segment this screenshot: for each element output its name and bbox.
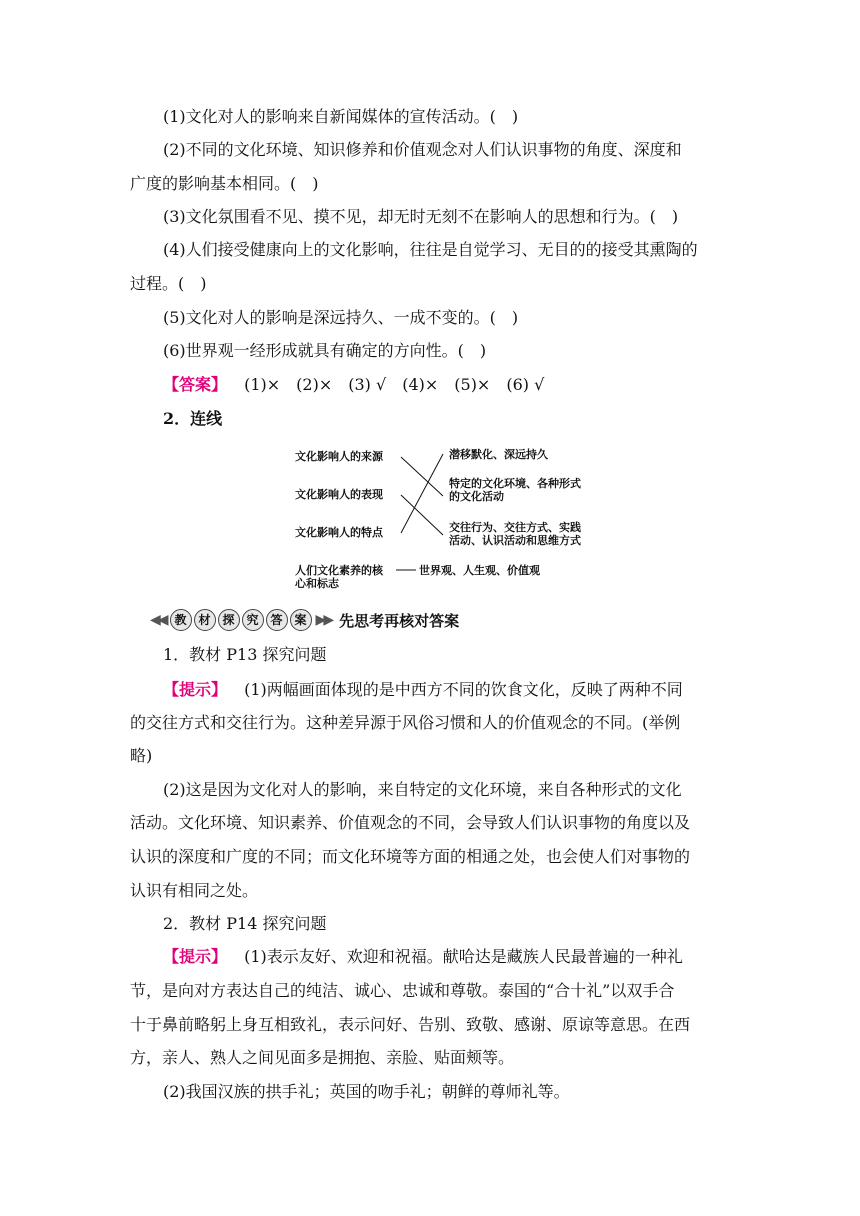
matching-heading: 2．连线 (163, 409, 223, 428)
match-right-source-line-1: 特定的文化环境、各种形式 (449, 477, 581, 490)
explore2-hint-tag: 【提示】 (163, 947, 228, 966)
match-left-expression: 文化影响人的表现 (295, 488, 383, 501)
explore1-line-6: 认识的深度和广度的不同；而文化环境等方面的相通之处，也会使人们对事物的 (130, 847, 691, 866)
banner-text: 先思考再核对答案 (339, 611, 460, 630)
match-right-source-line-2: 的文化活动 (449, 490, 504, 503)
explore2-line-5: (2)我国汉族的拱手礼；英国的吻手礼；朝鲜的尊师礼等。 (163, 1082, 570, 1101)
match-bottom-left-line-2: 心和标志 (295, 577, 339, 590)
judge-item-4-line-1: (4)人们接受健康向上的文化影响，往往是自觉学习、无目的的接受其熏陶的 (163, 240, 698, 259)
judge-item-2-line-1: (2)不同的文化环境、知识修养和价值观念对人们认识事物的角度、深度和 (163, 140, 682, 159)
explore2-heading: 2．教材 P14 探究问题 (163, 914, 327, 933)
match-bottom-right: 世界观、人生观、价值观 (419, 564, 540, 577)
banner-chip-6: 案 (290, 609, 312, 631)
judge-item-3: (3)文化氛围看不见、摸不见，却无时无刻不在影响人的思想和行为。( ) (163, 207, 679, 226)
explore1-heading: 1．教材 P13 探究问题 (163, 645, 327, 664)
banner-left-arrows: ◀◀ (150, 612, 166, 628)
match-link-feature (401, 454, 443, 533)
explore1-line-2: 的交往方式和交往行为。这种差异源于风俗习惯和人的价值观念的不同。(举例 (130, 713, 681, 732)
explore1-line-7: 认识有相同之处。 (130, 881, 259, 900)
explore1-line-5: 活动。文化环境、知识素养、价值观念的不同，会导致人们认识事物的角度以及 (130, 813, 691, 832)
section-banner (150, 609, 459, 631)
judge-item-5: (5)文化对人的影响是深远持久、一成不变的。( ) (163, 308, 519, 327)
explore2-line-4: 方，亲人、熟人之间见面多是拥抱、亲脸、贴面颊等。 (130, 1048, 515, 1067)
banner-chip-2: 材 (194, 609, 216, 631)
banner-right-arrows: ▶▶ (315, 612, 332, 628)
explore1-line-3: 略) (130, 746, 153, 765)
banner-chip-4: 究 (242, 609, 264, 631)
match-link-expression (401, 495, 443, 535)
banner-chip-1: 教 (170, 609, 192, 631)
explore1-hint-line (163, 680, 683, 700)
match-right-feature: 潜移默化、深远持久 (449, 448, 548, 461)
judge-item-2-line-2: 广度的影响基本相同。( ) (130, 174, 319, 193)
banner-chip-5: 答 (266, 609, 288, 631)
matching-diagram (285, 440, 615, 590)
answer-line (163, 375, 544, 395)
explore2-line-3: 十于鼻前略躬上身互相致礼，表示问好、告别、致敬、感谢、原谅等意思。在西 (130, 1015, 691, 1034)
explore2-hint-line (163, 947, 683, 967)
explore1-line-1: (1)两幅画面体现的是中西方不同的饮食文化，反映了两种不同 (244, 680, 683, 699)
match-right-expression-line-2: 活动、认识活动和思维方式 (449, 534, 581, 547)
match-left-feature: 文化影响人的特点 (295, 526, 383, 539)
answer-values: (1)× (2)× (3) √ (4)× (5)× (6) √ (244, 375, 545, 394)
match-link-source (401, 457, 443, 496)
match-left-source: 文化影响人的来源 (295, 450, 383, 463)
answer-tag: 【答案】 (163, 375, 228, 394)
explore1-line-4: (2)这是因为文化对人的影响，来自特定的文化环境，来自各种形式的文化 (163, 780, 682, 799)
explore2-line-1: (1)表示友好、欢迎和祝福。献哈达是藏族人民最普遍的一种礼 (244, 947, 683, 966)
match-bottom-left-line-1: 人们文化素养的核 (295, 564, 383, 577)
judge-item-1: (1)文化对人的影响来自新闻媒体的宣传活动。( ) (163, 107, 519, 126)
explore1-hint-tag: 【提示】 (163, 680, 228, 699)
match-right-expression-line-1: 交往行为、交往方式、实践 (449, 521, 581, 534)
banner-chip-3: 探 (218, 609, 240, 631)
explore2-line-2: 节，是向对方表达自己的纯洁、诚心、忠诚和尊敬。泰国的“合十礼”以双手合 (130, 981, 675, 1000)
judge-item-4-line-2: 过程。( ) (130, 274, 207, 293)
judge-item-6: (6)世界观一经形成就具有确定的方向性。( ) (163, 341, 487, 360)
